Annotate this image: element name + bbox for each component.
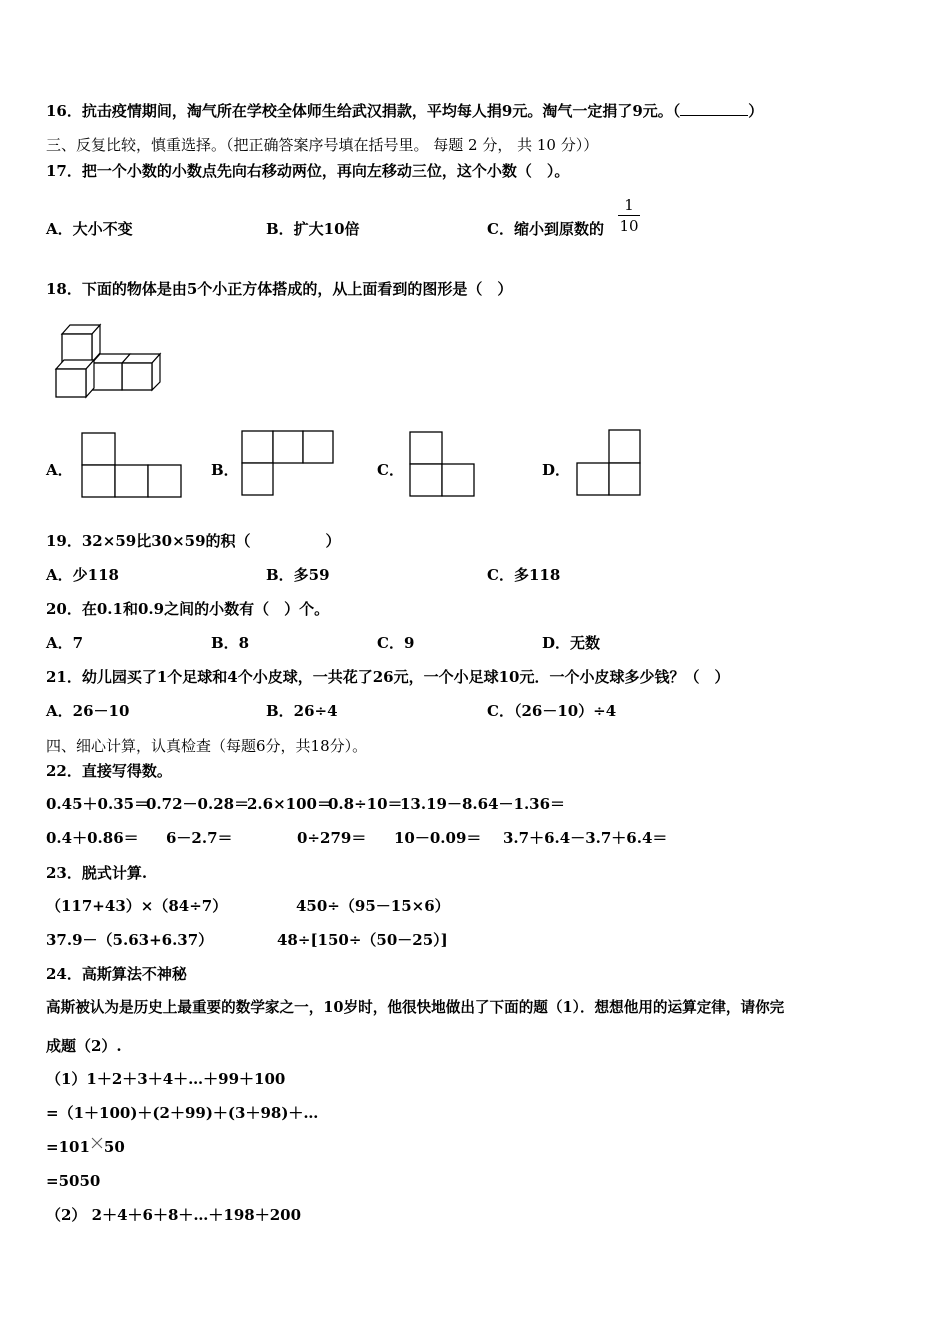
q18-shape-c[interactable] — [409, 431, 475, 497]
q18-option-b[interactable]: B． — [211, 461, 239, 479]
q22-r1-item: 2.6×100＝ — [247, 795, 332, 813]
q18-shape-b[interactable] — [241, 430, 335, 496]
question-16 — [46, 101, 763, 121]
q23-item: 450÷（95－15×6） — [296, 897, 450, 915]
q22-r1-item: 13.19－8.64－1.36＝ — [400, 795, 566, 813]
cube-figure — [50, 320, 170, 402]
q20-option-c[interactable]: C．9 — [377, 634, 415, 652]
q18-option-a[interactable]: A． — [46, 461, 73, 479]
q22-r1-item: 0.8÷10＝ — [328, 795, 403, 813]
q24-paragraph-1: 高斯被认为是历史上最重要的数学家之一，10岁时，他很快地做出了下面的题（1）．想想他用的运算定律，请你完 — [46, 999, 785, 1016]
fraction-bar — [618, 215, 640, 216]
question-19: 19．32×59比30×59的积（ ） — [46, 532, 341, 550]
q19-option-c[interactable]: C．多118 — [487, 566, 561, 584]
q18-shape-d[interactable] — [576, 429, 642, 497]
q23-item: （117+43）×（84÷7） — [46, 897, 228, 915]
question-22: 22．直接写得数。 — [46, 762, 172, 780]
question-16-end: ） — [748, 102, 764, 120]
fraction-denominator: 10 — [619, 217, 639, 235]
section-3-heading: 三、反复比较，慎重选择。（把正确答案序号填在括号里。 每题 2 分， 共 10 分）） — [46, 136, 599, 154]
question-18: 18．下面的物体是由5个小正方体搭成的，从上面看到的图形是（ ） — [46, 280, 513, 298]
q23-item: 37.9－（5.63+6.37） — [46, 931, 214, 949]
question-20: 20．在0.1和0.9之间的小数有（ ）个。 — [46, 600, 330, 618]
q24-line-3-left: =101 — [46, 1138, 90, 1156]
q17-option-a[interactable]: A．大小不变 — [46, 220, 133, 238]
question-17: 17．把一个小数的小数点先向右移动两位，再向左移动三位，这个小数（ ）。 — [46, 162, 570, 180]
q20-option-d[interactable]: D．无数 — [542, 634, 601, 652]
cube-front — [56, 360, 94, 397]
q24-line-5: （2） 2＋4＋6＋8＋…＋198＋200 — [46, 1206, 302, 1224]
q24-line-2: =（1＋100)＋(2＋99)＋(3＋98)＋… — [46, 1104, 319, 1122]
q22-r2-item: 0.4＋0.86＝ — [46, 829, 139, 847]
q22-r2-item: 10－0.09＝ — [394, 829, 482, 847]
q17-option-b[interactable]: B．扩大10倍 — [266, 220, 360, 238]
q22-r2-item: 3.7＋6.4－3.7＋6.4＝ — [503, 829, 668, 847]
q20-option-b[interactable]: B．8 — [211, 634, 250, 652]
q21-option-c[interactable]: C．（26－10）÷4 — [487, 702, 617, 720]
q21-option-b[interactable]: B．26÷4 — [266, 702, 338, 720]
q24-line-3-right: 50 — [103, 1138, 125, 1156]
q18-shape-a[interactable] — [81, 432, 183, 498]
fraction-one-tenth — [618, 196, 640, 235]
q18-option-c[interactable]: C． — [377, 461, 404, 479]
q18-option-d[interactable]: D． — [542, 461, 571, 479]
q19-option-b[interactable]: B．多59 — [266, 566, 330, 584]
q20-option-a[interactable]: A．7 — [46, 634, 84, 652]
q19-option-a[interactable]: A．少118 — [46, 566, 119, 584]
cube-top-left — [62, 325, 100, 362]
q22-r2-item: 0÷279＝ — [297, 829, 367, 847]
q24-paragraph-2: 成题（2）. — [46, 1037, 122, 1055]
q22-r1-item: 0.72－0.28＝ — [146, 795, 250, 813]
question-21: 21．幼儿园买了1个足球和4个小皮球，一共花了26元，一个小足球10元．一个小皮球多少钱？（ ） — [46, 668, 730, 686]
q23-item: 48÷[150÷（50－25）] — [277, 931, 448, 949]
question-24: 24．高斯算法不神秘 — [46, 965, 187, 983]
q22-r2-item: 6－2.7＝ — [166, 829, 233, 847]
q24-line-1: （1）1＋2＋3＋4＋…＋99＋100 — [46, 1070, 286, 1088]
cube-right-2 — [122, 354, 160, 390]
q24-line-3 — [46, 1137, 125, 1157]
answer-blank[interactable] — [680, 101, 748, 116]
q22-r1-item: 0.45＋0.35＝ — [46, 795, 150, 813]
q21-option-a[interactable]: A．26－10 — [46, 702, 130, 720]
question-23: 23．脱式计算. — [46, 864, 148, 882]
q24-line-4: =5050 — [46, 1172, 101, 1190]
section-4-heading: 四、细心计算，认真检查（每题6分，共18分）。 — [46, 737, 368, 755]
q17-option-c[interactable]: C．缩小到原数的 — [487, 220, 604, 238]
question-16-text: 16．抗击疫情期间，淘气所在学校全体师生给武汉捐款，平均每人捐9元。淘气一定捐了9元。（ — [46, 102, 681, 120]
multiply-icon — [91, 1137, 103, 1149]
fraction-numerator: 1 — [624, 196, 634, 214]
